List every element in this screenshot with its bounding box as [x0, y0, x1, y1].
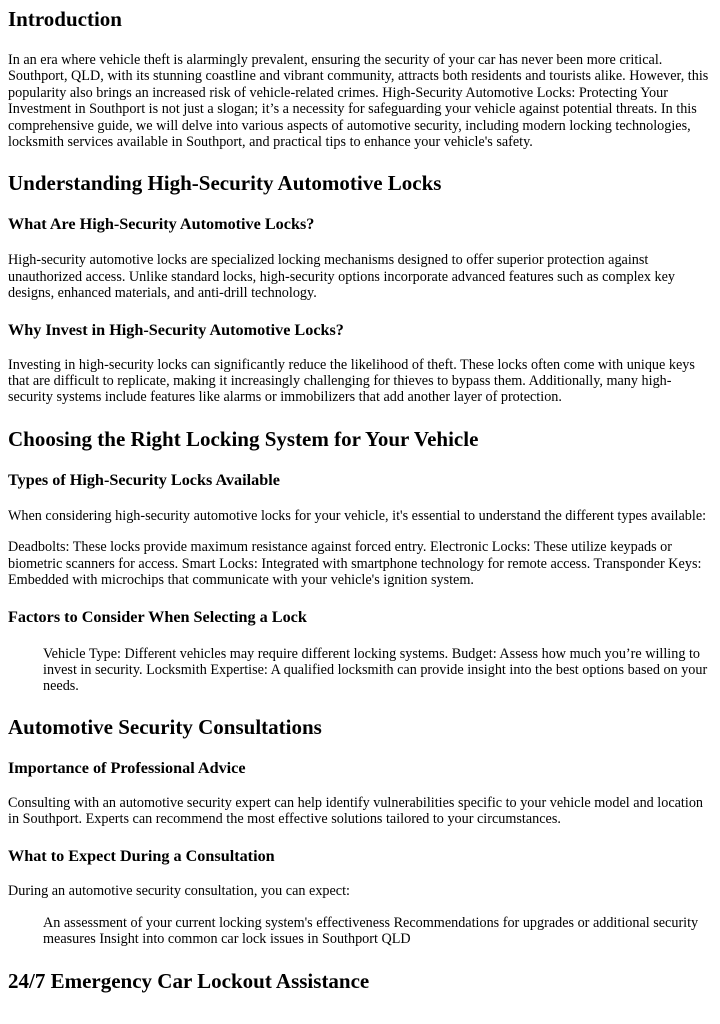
heading-choosing-system: Choosing the Right Locking System for Your Vehicle — [8, 426, 479, 451]
quote-consultation-expectations: An assessment of your current locking system's effectiveness Recommendations for upgrades or additional security measures Insight into common car lock issues in Southport QLD — [43, 914, 699, 948]
subheading-factors: Factors to Consider When Selecting a Lock — [8, 607, 307, 626]
paragraph-types-intro: When considering high-security automotive locks for your vehicle, it's essential to understand the different types available: — [8, 507, 707, 524]
paragraph-professional-advice: Consulting with an automotive security expert can help identify vulnerabilities specific to your vehicle model and location in Southport. Experts can recommend the most effective solutions tailored to your circumstances. — [8, 794, 704, 828]
article — [0, 7, 720, 993]
paragraph-what-are-locks: High-security automotive locks are specialized locking mechanisms designed to offer superior protection against unauthorized access. Unlike standard locks, high-security options incorporate advanced features such as complex key designs, enhanced materials, and anti-drill technology. — [8, 252, 675, 302]
heading-emergency-lockout: 24/7 Emergency Car Lockout Assistance — [8, 968, 370, 993]
paragraph-introduction: In an era where vehicle theft is alarmingly prevalent, ensuring the security of your car has never been more critical. Southport, QLD, with its stunning coastline and vibrant community, attracts both residents and tourists alike. However, this popularity also brings an increased risk of vehicle-related crimes. High-Security Automotive Locks: Protecting Your Investment in Southport is not just a slogan; it’s a necessity for safeguarding your vehicle against potential threats. In this comprehensive guide, we will delve into various aspects of automotive security, including modern locking technologies, locksmith services available in Southport, and practical tips to enhance your vehicle's safety. — [8, 52, 709, 151]
subheading-professional-advice: Importance of Professional Advice — [8, 758, 246, 777]
subheading-what-are-locks: What Are High-Security Automotive Locks? — [8, 215, 315, 234]
paragraph-what-to-expect: During an automotive security consultation, you can expect: — [8, 882, 350, 899]
heading-understanding-locks: Understanding High-Security Automotive Locks — [8, 171, 442, 196]
subheading-types-of-locks: Types of High-Security Locks Available — [8, 470, 280, 489]
paragraph-types-list: Deadbolts: These locks provide maximum resistance against forced entry. Electronic Locks: These utilize keypads or biometric scanners for access. Smart Locks: Integrated with smartphone technology for remote access. Transponder Keys: Embedded with microchips that communicate with your vehicle's ignition system. — [8, 539, 702, 589]
quote-factors: Vehicle Type: Different vehicles may require different locking systems. Budget: Assess how much you’re willing to invest in security. Locksmith Expertise: A qualified locksmith can provide insight into the best options based on your needs. — [43, 645, 708, 695]
heading-consultations: Automotive Security Consultations — [8, 714, 322, 739]
paragraph-why-invest: Investing in high-security locks can significantly reduce the likelihood of theft. These locks often come with unique keys that are difficult to replicate, making it increasingly challenging for thieves to bypass them. Additionally, many high-security systems include features like alarms or immobilizers that add another layer of protection. — [8, 356, 695, 406]
heading-introduction: Introduction — [8, 7, 122, 31]
subheading-what-to-expect: What to Expect During a Consultation — [8, 846, 275, 865]
subheading-why-invest: Why Invest in High-Security Automotive Locks? — [8, 320, 344, 339]
